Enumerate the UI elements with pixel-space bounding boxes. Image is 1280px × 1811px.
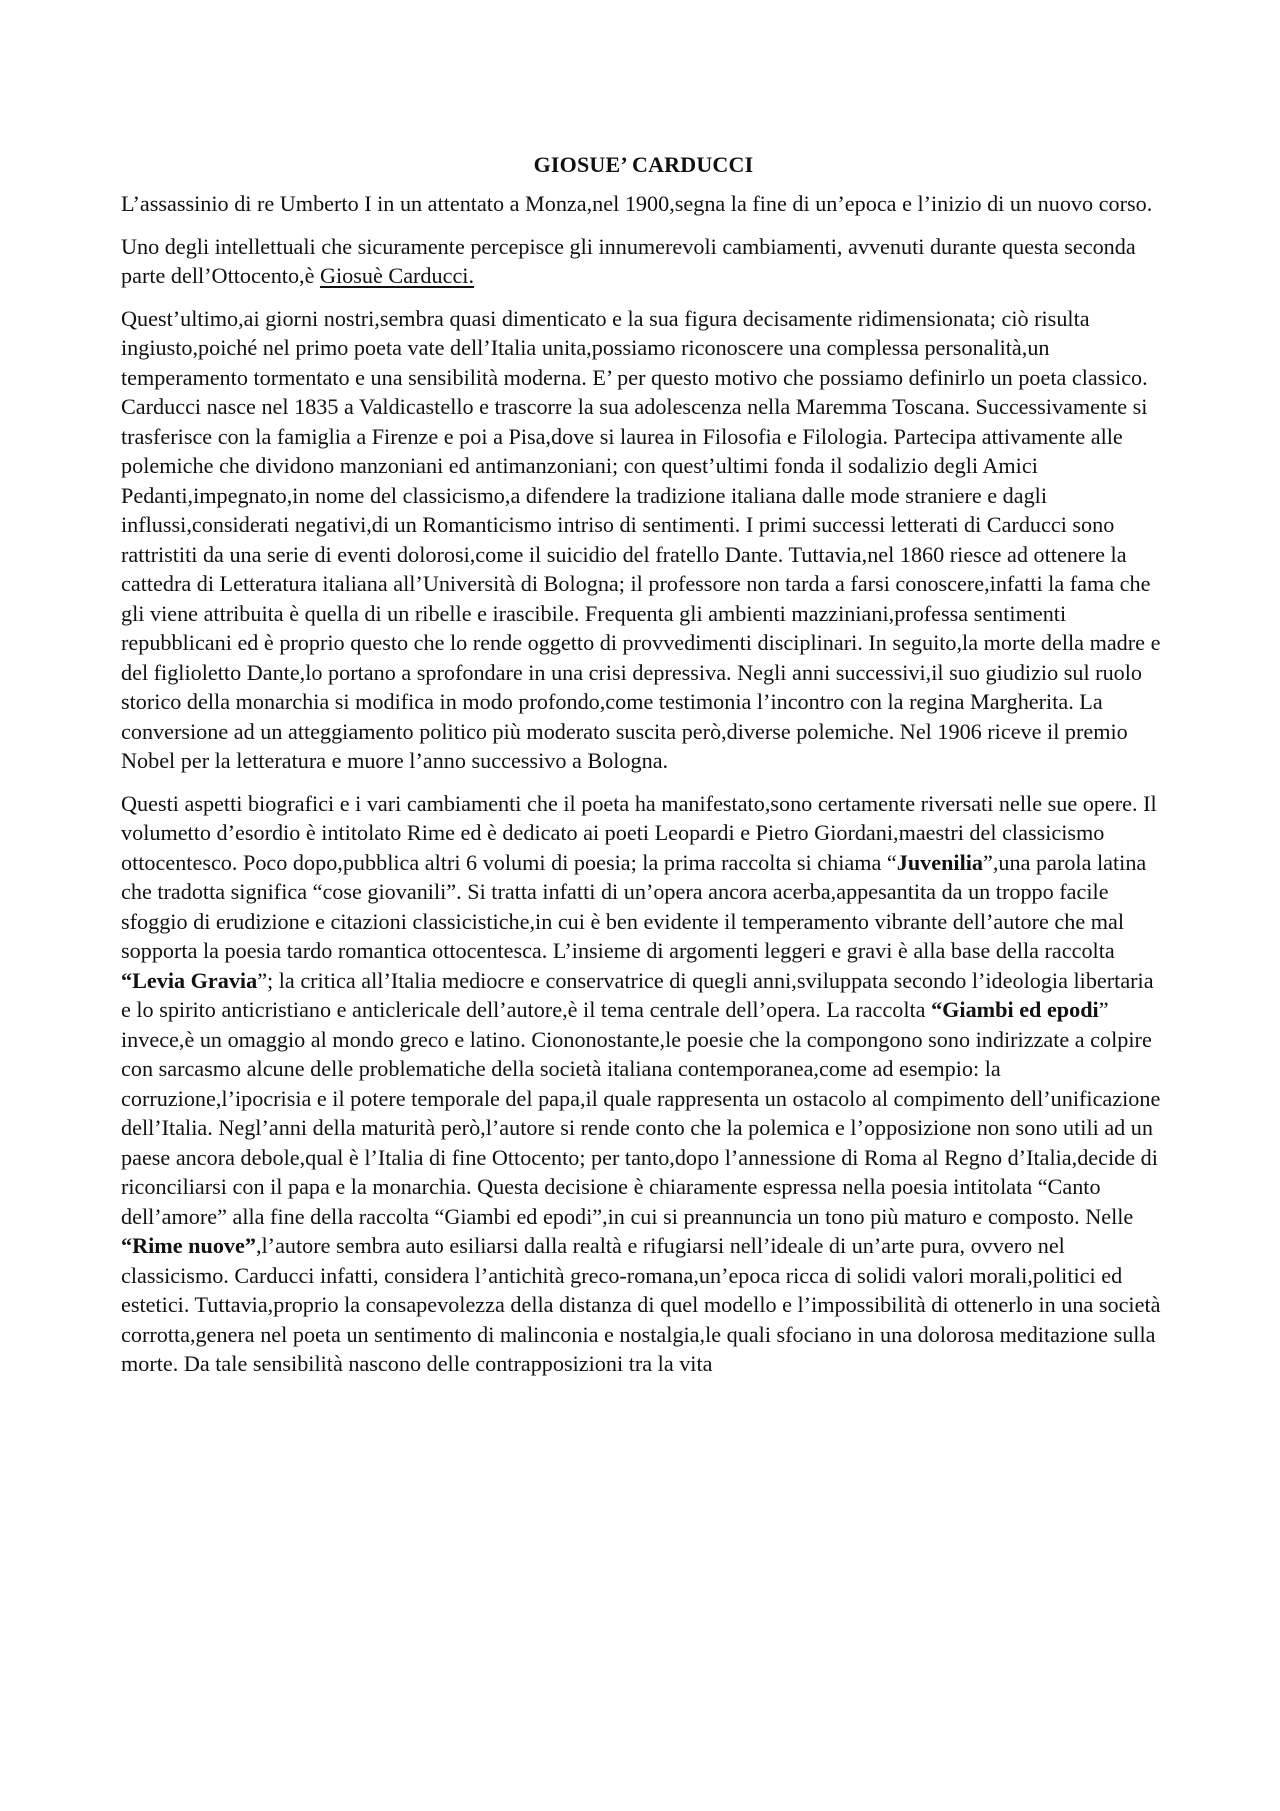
paragraph-works xyxy=(121,789,1166,1379)
text-run: ”; la critica all’Italia mediocre e conservatrice di quegli anni,sviluppata secondo l’ideologia libertaria e lo spirito anticristiano e anticlericale dell’autore,è il tema centrale dell’opera. La raccolta xyxy=(121,967,1154,1022)
work-title-levia-gravia: “Levia Gravia xyxy=(121,967,258,993)
text-run: ”,una parola latina che tradotta significa “cose giovanili”. Si tratta infatti di un’opera ancora acerba,appesantita da un troppo facile sfoggio di erudizione e citazioni classicistiche,in cui è ben evidente il temperamento vibrante dell’autore che mal sopporta la poesia tardo romantica ottocentesca. L’insieme di argomenti leggeri e gravi è alla base della raccolta xyxy=(121,849,1147,963)
document-title: GIOSUE’ CARDUCCI xyxy=(533,152,754,177)
text-run: L’assassinio di re Umberto I in un attentato a Monza,nel 1900,segna la fine di un’epoca e l’inizio di un nuovo corso. xyxy=(121,191,1153,216)
work-title-rime-nuove: “Rime nuove” xyxy=(121,1233,256,1258)
text-run: Uno degli intellettuali che sicuramente percepisce gli innumerevoli cambiamenti, avvenuti durante questa seconda parte dell’Ottocento,è xyxy=(121,233,1136,288)
underlined-name: Giosuè Carducci. xyxy=(319,263,475,288)
paragraph-biography xyxy=(121,304,1166,776)
paragraph-intellectuals xyxy=(121,232,1166,291)
paragraph-intro xyxy=(121,189,1166,219)
work-title-juvenilia: Juvenilia xyxy=(896,849,984,875)
text-run: Quest’ultimo,ai giorni nostri,sembra quasi dimenticato e la sua figura decisamente ridimensionata; ciò risulta ingiusto,poiché nel primo poeta vate dell’Italia unita,possiamo riconoscere una complessa personalità,un temperamento tormentato e una sensibilità moderna. E’ per questo motivo che possiamo definirlo un poeta classico. Carducci nasce nel 1835 a Valdicastello e trascorre la sua adolescenza nella Maremma Toscana. Successivamente si trasferisce con la famiglia a Firenze e poi a Pisa,dove si laurea in Filosofia e Filologia. Partecipa attivamente alle polemiche che dividono manzoniani ed antimanzoniani; con quest’ultimi fonda il sodalizio degli Amici Pedanti,impegnato,in nome del classicismo,a difendere la tradizione italiana dalle mode straniere e dagli influssi,considerati negativi,di un Romanticismo intriso di sentimenti. I primi successi letterati di Carducci sono rattristiti da una serie di eventi dolorosi,come il suicidio del fratello Dante. Tuttavia,nel 1860 riesce ad ottenere la cattedra di Letteratura italiana all’Università di Bologna; il professore non tarda a farsi conoscere,infatti la fama che gli viene attribuita è quella di un ribelle e irascibile. Frequenta gli ambienti mazziniani,professa sentimenti repubblicani ed è proprio questo che lo rende oggetto di provvedimenti disciplinari. In seguito,la morte della madre e del figlioletto Dante,lo portano a sprofondare in una crisi depressiva. Negli anni successivi,il suo giudizio sul ruolo storico della monarchia si modifica in modo profondo,come testimonia l’incontro con la regina Margherita. La conversione ad un atteggiamento politico più moderato suscita però,diverse polemiche. Nel 1906 riceve il premio Nobel per la letteratura e muore l’anno successivo a Bologna. xyxy=(121,305,1161,773)
text-run: ,l’autore sembra auto esiliarsi dalla realtà e rifugiarsi nell’ideale di un’arte pura, ovvero nel classicismo. Carducci infatti, considera l’antichità greco-romana,un’epoca ricca di solidi valori morali,politici ed estetici. Tuttavia,proprio la consapevolezza della distanza di quel modello e l’impossibilità di ottenerlo in una società corrotta,genera nel poeta un sentimento di malinconia e nostalgia,le quali sfociano in una dolorosa meditazione sulla morte. Da tale sensibilità nascono delle contrapposizioni tra la vita xyxy=(121,1233,1161,1376)
document-body xyxy=(121,150,1166,1392)
work-title-giambi-ed-epodi: “Giambi ed epodi xyxy=(931,997,1099,1022)
text-run: Questi aspetti biografici e i vari cambiamenti che il poeta ha manifestato,sono certamente riversati nelle sue opere. Il volumetto d’esordio è intitolato Rime ed è dedicato ai poeti Leopardi e Pietro Giordani,maestri del classicismo ottocentesco. Poco dopo,pubblica altri 6 volumi di poesia; la prima raccolta si chiama “ xyxy=(121,790,1157,875)
text-run: ” invece,è un omaggio al mondo greco e latino. Ciononostante,le poesie che la compongono sono indirizzate a colpire con sarcasmo alcune delle problematiche della società italiana contemporanea,come ad esempio: la corruzione,l’ipocrisia e il potere temporale del papa,il quale rappresenta un ostacolo al compimento dell’unificazione dell’Italia. Negl’anni della maturità però,l’autore si rende conto che la polemica e l’opposizione non sono utili ad un paese ancora debole,qual è l’Italia di fine Ottocento; per tanto,dopo l’annessione di Roma al Regno d’Italia,decide di riconciliarsi con il papa e la monarchia. Questa decisione è chiaramente espressa nella poesia intitolata “Canto dell’amore” alla fine della raccolta “Giambi ed epodi”,in cui si preannuncia un tono più maturo e composto. Nelle xyxy=(121,997,1161,1229)
